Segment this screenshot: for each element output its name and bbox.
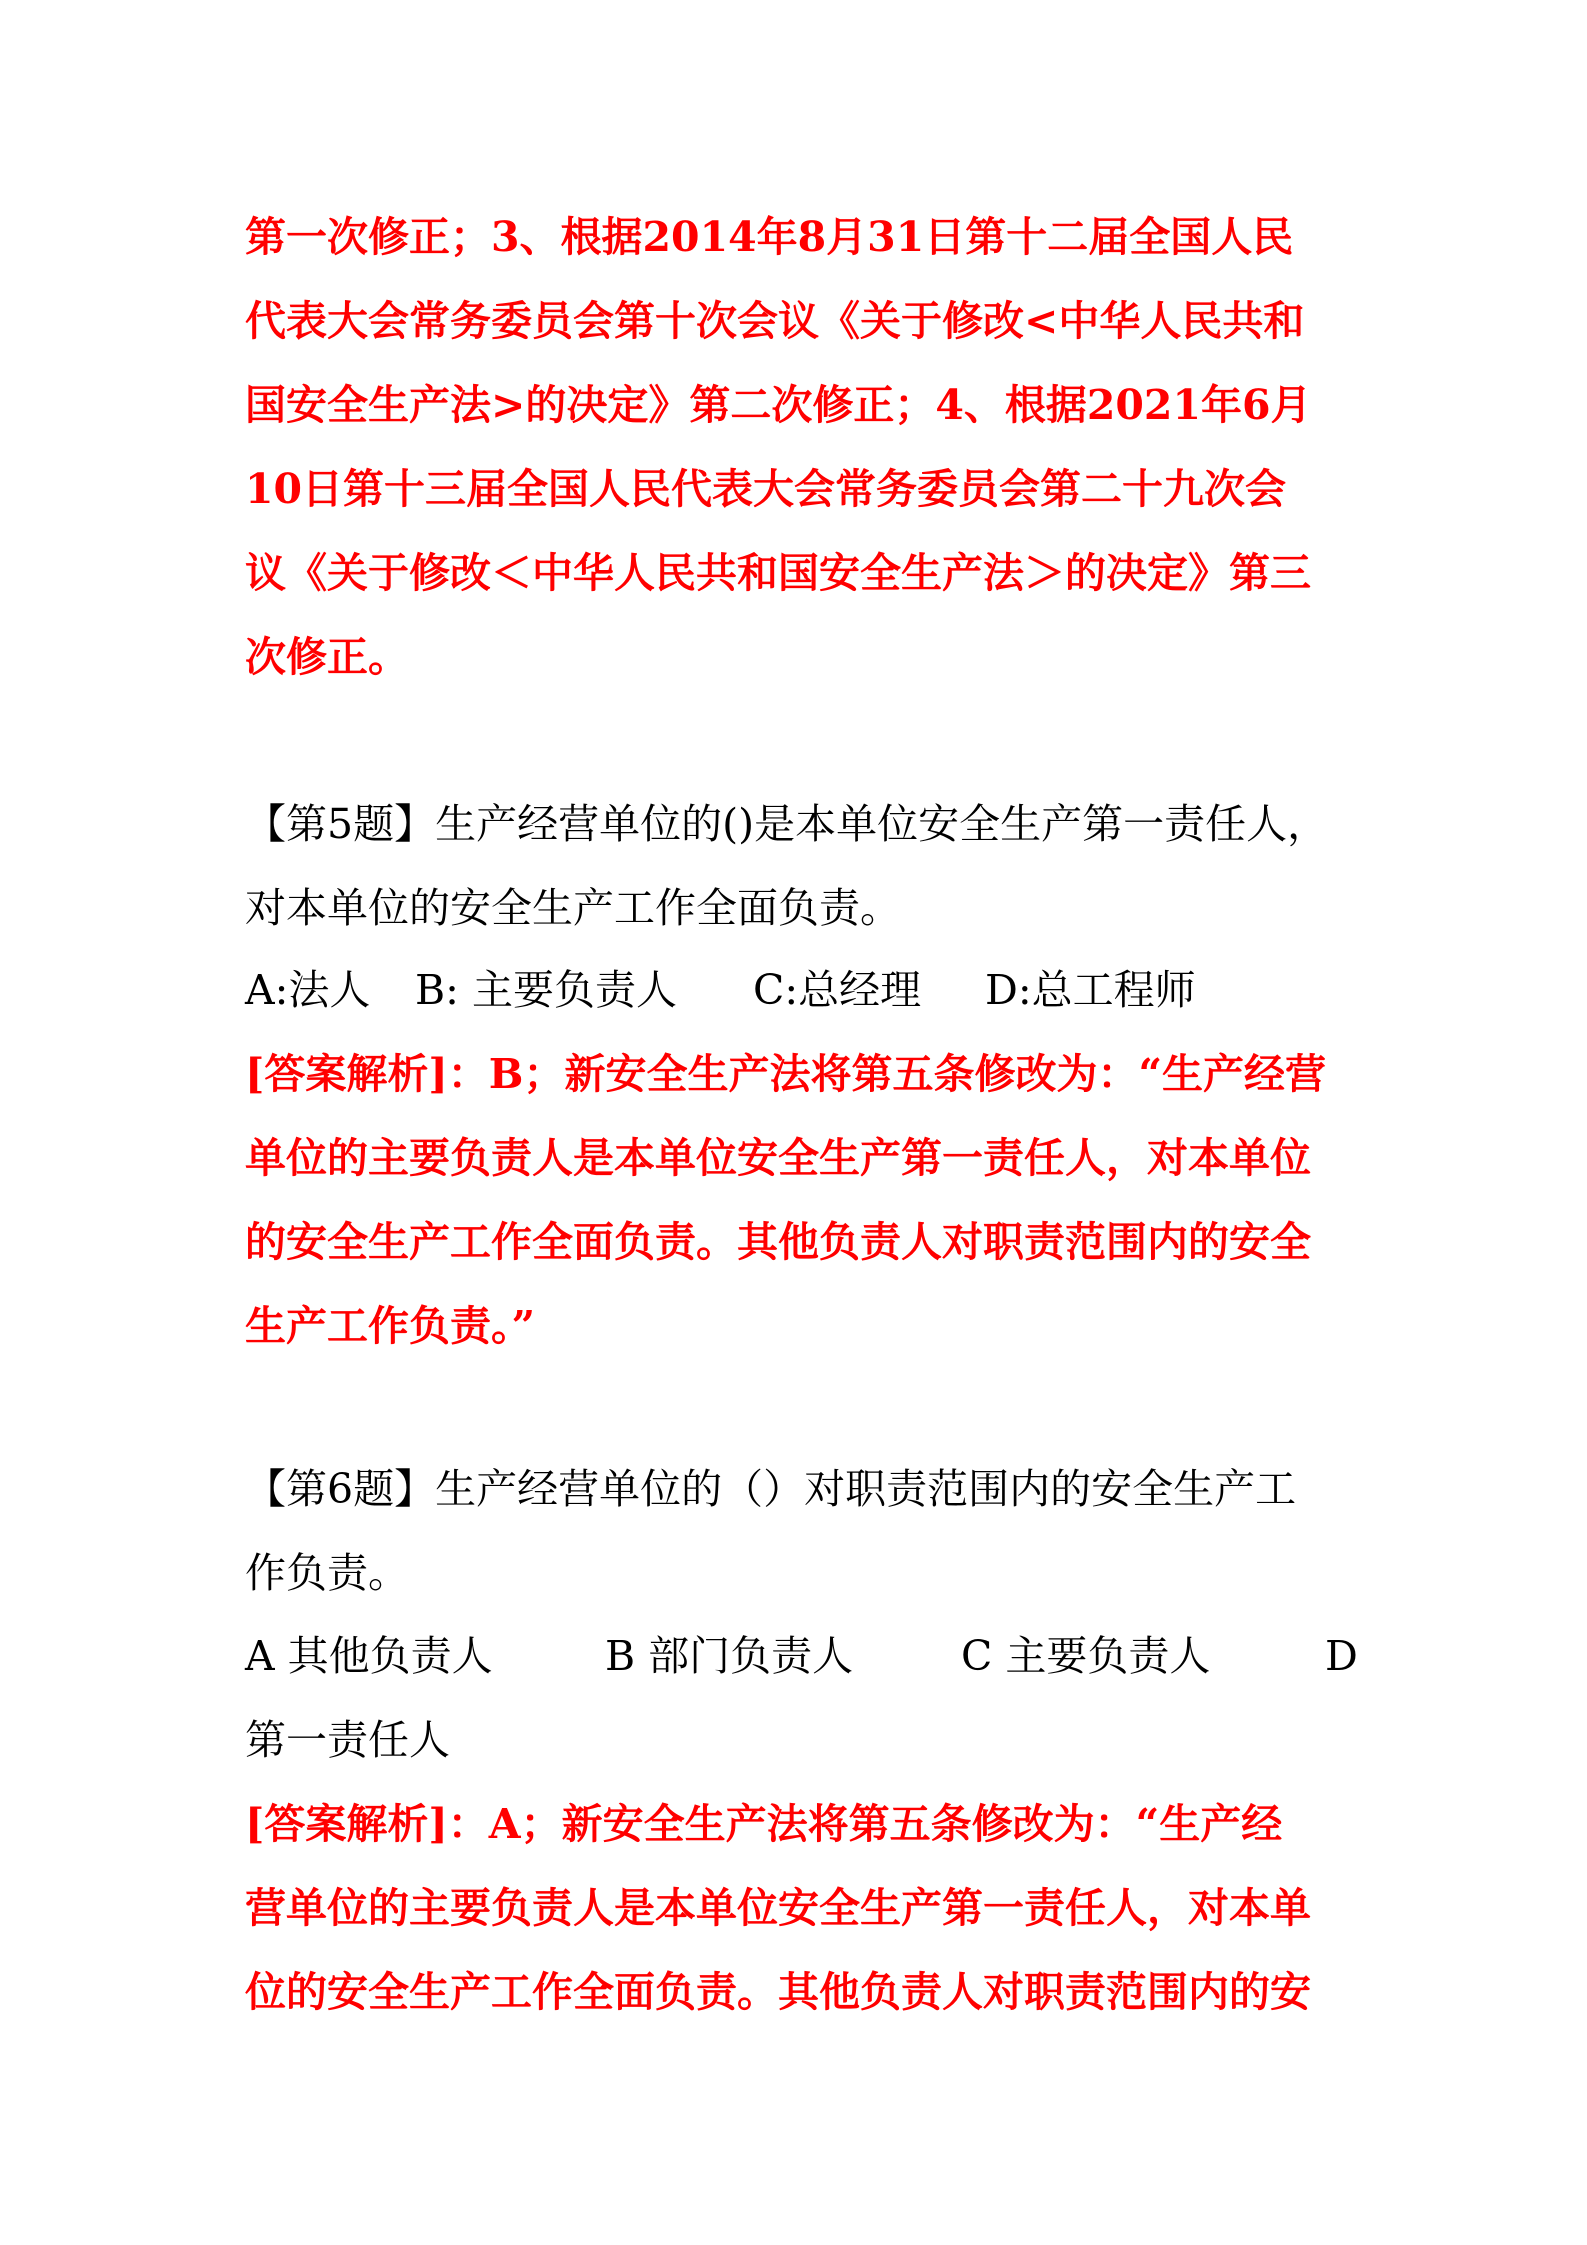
prev-answer-line: 议《关于修改＜中华人民共和国安全生产法＞的决定》第三 bbox=[245, 549, 1311, 597]
question-6-answer: [答案解析]：A；新安全生产法将第五条修改为：“生产经 bbox=[245, 1800, 1283, 1848]
question-6-answer: 营单位的主要负责人是本单位安全生产第一责任人，对本单 bbox=[245, 1884, 1311, 1932]
option-c: C 主要负责人 bbox=[961, 1632, 1211, 1680]
option-d-text: 第一责任人 bbox=[245, 1716, 450, 1764]
question-5-text: 【第5题】生产经营单位的()是本单位安全生产第一责任人， bbox=[245, 800, 1329, 848]
option-c: C:总经理 bbox=[753, 966, 922, 1014]
option-a: A 其他负责人 bbox=[245, 1632, 493, 1680]
prev-answer-line: 代表大会常务委员会第十次会议《关于修改<中华人民共和 bbox=[245, 297, 1305, 345]
question-5-answer: 生产工作负责。” bbox=[245, 1302, 536, 1350]
option-d: D:总工程师 bbox=[985, 966, 1196, 1014]
question-5-answer: 单位的主要负责人是本单位安全生产第一责任人，对本单位 bbox=[245, 1134, 1311, 1182]
prev-answer-line: 次修正。 bbox=[245, 633, 409, 681]
question-6-answer: 位的安全生产工作全面负责。其他负责人对职责范围内的安 bbox=[245, 1968, 1311, 2016]
prev-answer-line: 第一次修正；3、根据2014年8月31日第十二届全国人民 bbox=[245, 213, 1294, 261]
question-6-text: 【第6题】生产经营单位的（）对职责范围内的安全生产工 bbox=[245, 1465, 1297, 1513]
prev-answer-line: 10日第十三届全国人民代表大会常务委员会第二十九次会 bbox=[245, 465, 1287, 513]
option-b: B 部门负责人 bbox=[605, 1632, 854, 1680]
option-b: B: 主要负责人 bbox=[415, 966, 677, 1014]
question-5-answer: 的安全生产工作全面负责。其他负责人对职责范围内的安全 bbox=[245, 1218, 1311, 1266]
question-6-text: 作负责。 bbox=[245, 1549, 409, 1597]
option-a: A:法人 bbox=[245, 966, 371, 1014]
option-d: D bbox=[1325, 1632, 1358, 1680]
question-5-options bbox=[245, 948, 1355, 1032]
question-6-options bbox=[245, 1614, 1358, 1698]
prev-answer-line: 国安全生产法>的决定》第二次修正；4、根据2021年6月 bbox=[245, 381, 1312, 429]
question-5-text: 对本单位的安全生产工作全面负责。 bbox=[245, 884, 901, 932]
question-5-answer: [答案解析]：B；新安全生产法将第五条修改为：“生产经营 bbox=[245, 1050, 1327, 1098]
